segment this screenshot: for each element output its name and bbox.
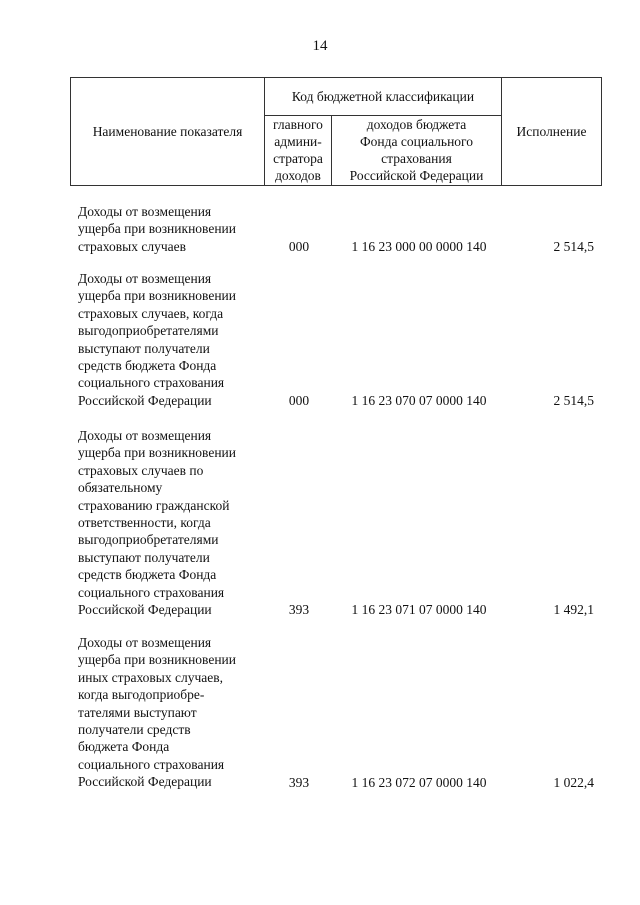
row-name-line: выгодоприобретателями [78,323,219,339]
header-name-column: Наименование показателя [71,78,265,186]
row-budget-code: 1 16 23 071 07 0000 140 [351,601,487,617]
row-name-line: социального страхования [78,756,225,772]
row-admin-code: 393 [288,601,310,617]
row-name-line: Доходы от возмещения [78,271,212,286]
header-income-line: доходов бюджета [366,117,467,132]
row-name-line: выгодоприобретателями [78,532,219,548]
row-name [78,203,268,255]
header-admin-line: доходов [275,168,321,183]
row-name-line: Российской Федерации [78,392,212,408]
row-name-line: Доходы от возмещения [78,428,212,443]
header-code-group: Код бюджетной классификации [265,78,502,116]
row-name-line: ущерба при возникновении [78,288,237,304]
row-name-line: ущерба при возникновении [78,652,237,668]
row-amount: 2 514,5 [553,238,594,254]
row-name-line: ущерба при возникновении [78,221,237,237]
row-name [78,634,268,791]
row-name-line: страховых случаев [78,238,186,254]
row-name-line: страховых случаев по [78,462,204,478]
row-name-line: выступают получатели [78,549,210,565]
row-budget-code: 1 16 23 070 07 0000 140 [351,392,487,408]
table-row [0,634,640,791]
row-name-line: бюджета Фонда [78,739,170,755]
row-amount: 2 514,5 [553,392,594,408]
row-budget-code: 1 16 23 000 00 0000 140 [351,238,487,254]
header-admin-line: админи- [274,134,322,149]
page-number: 14 [312,38,328,54]
table-header [70,77,602,186]
row-name-line: социального страхования [78,584,225,600]
row-name-line: Доходы от возмещения [78,204,212,219]
row-name-line: ответственности, когда [78,515,211,531]
row-name-line: ущерба при возникновении [78,445,237,461]
row-amount: 1 492,1 [553,601,594,617]
row-name-line: средств бюджета Фонда [78,567,217,583]
row-name-line: Российской Федерации [78,774,212,790]
row-admin-code: 000 [288,392,310,408]
row-admin-code: 000 [288,238,310,254]
row-admin-code: 393 [288,774,310,790]
row-name-line: Российской Федерации [78,602,212,618]
row-name-line: выступают получатели [78,340,210,356]
row-amount: 1 022,4 [553,774,594,790]
header-admin-column [265,116,332,186]
header-admin-line: стратора [273,151,323,166]
row-name [78,427,268,618]
header-execution-column: Исполнение [502,78,602,186]
header-income-line: страхования [381,151,452,166]
row-name-line: социального страхования [78,375,225,391]
header-admin-line: главного [273,117,323,132]
table-row [0,427,640,618]
header-income-line: Фонда социального [360,134,473,149]
row-name-line: обязательному [78,480,163,496]
header-income-line: Российской Федерации [349,168,484,183]
row-name [78,270,268,409]
row-name-line: получатели средств [78,722,191,738]
row-name-line: средств бюджета Фонда [78,358,217,374]
row-name-line: Доходы от возмещения [78,635,212,650]
row-name-line: когда выгодоприобре- [78,687,205,703]
row-name-line: тателями выступают [78,704,197,720]
row-name-line: страхованию гражданской [78,497,230,513]
row-name-line: иных страховых случаев, [78,669,223,685]
row-budget-code: 1 16 23 072 07 0000 140 [351,774,487,790]
header-income-column [332,116,502,186]
row-name-line: страховых случаев, когда [78,305,224,321]
table-row [0,270,640,409]
table-row [0,203,640,255]
